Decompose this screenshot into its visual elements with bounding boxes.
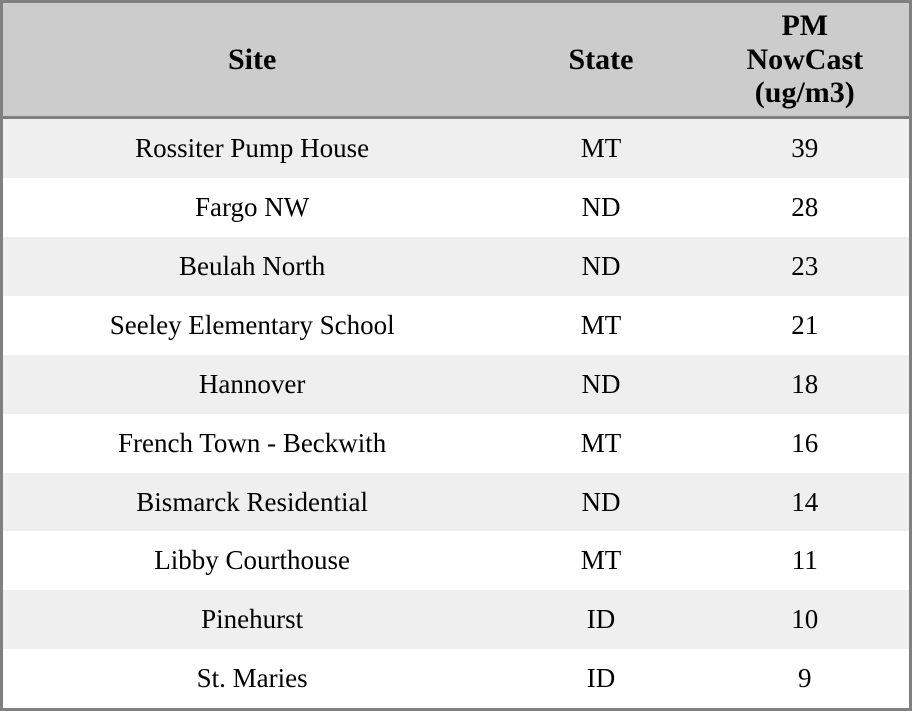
table-row: [3, 296, 909, 355]
cell-site: Hannover: [198, 368, 306, 399]
cell-value: 11: [791, 545, 818, 576]
table-row: [3, 414, 909, 473]
cell-state: ND: [581, 251, 621, 282]
column-header-state: State: [501, 3, 700, 117]
table-row: [3, 237, 909, 296]
column-header-pm-nowcast-line1: PM: [781, 9, 829, 42]
table-row: [3, 649, 909, 708]
cell-value: 10: [791, 604, 819, 635]
cell-site: Libby Courthouse: [154, 545, 351, 576]
cell-state: ND: [581, 192, 621, 223]
cell-site: Beulah North: [179, 251, 326, 282]
cell-site: Bismarck Residential: [136, 486, 368, 517]
air-quality-table: [3, 3, 909, 708]
cell-site: Pinehurst: [201, 604, 304, 635]
cell-state: ND: [581, 486, 621, 517]
cell-state: MT: [580, 309, 622, 340]
cell-state: ND: [581, 368, 621, 399]
cell-site: French Town - Beckwith: [117, 427, 387, 458]
cell-value: 21: [791, 309, 819, 340]
column-header-pm-nowcast: [701, 3, 909, 117]
cell-state: MT: [580, 545, 622, 576]
table-row: [3, 178, 909, 237]
table-row: [3, 117, 909, 178]
cell-site: Fargo NW: [195, 192, 310, 223]
cell-value: 23: [791, 251, 819, 282]
cell-value: 14: [791, 486, 819, 517]
cell-state: MT: [580, 427, 622, 458]
cell-state: ID: [586, 604, 616, 635]
column-header-pm-nowcast-line2: NowCast: [746, 42, 864, 76]
cell-value: 9: [798, 663, 812, 694]
table-row: [3, 473, 909, 532]
cell-site: St. Maries: [196, 663, 308, 694]
table-row: [3, 531, 909, 590]
table-header-row: [3, 3, 909, 117]
cell-value: 16: [791, 427, 819, 458]
cell-state: MT: [580, 133, 622, 164]
table-row: [3, 590, 909, 649]
cell-state: ID: [586, 663, 616, 694]
cell-site: Rossiter Pump House: [135, 133, 370, 164]
table-row: [3, 355, 909, 414]
cell-site: Seeley Elementary School: [109, 309, 395, 340]
column-header-pm-nowcast-line3: (ug/m3): [754, 76, 855, 110]
column-header-site: Site: [3, 3, 501, 117]
table-body: [3, 117, 909, 708]
table-header: [3, 3, 909, 117]
cell-value: 39: [791, 133, 819, 164]
cell-value: 28: [791, 192, 819, 223]
cell-value: 18: [791, 368, 819, 399]
